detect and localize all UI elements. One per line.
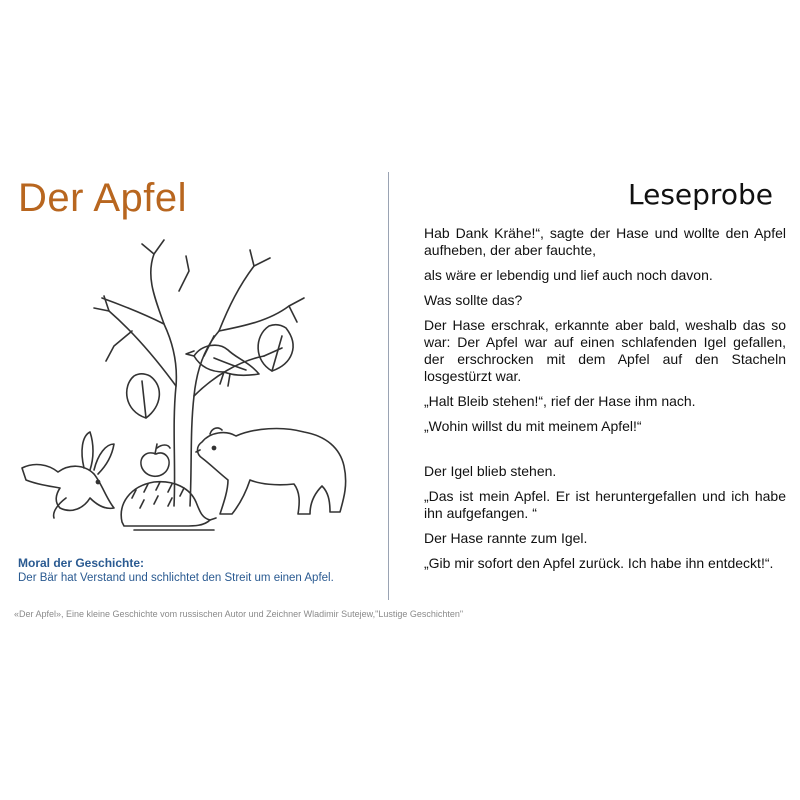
story-paragraph: Was sollte das? — [424, 292, 523, 308]
tree-icon — [94, 240, 304, 506]
page-title: Der Apfel — [18, 176, 188, 220]
moral-box — [18, 556, 378, 584]
source-footnote: «Der Apfel», Eine kleine Geschichte vom russischen Autor und Zeichner Wladimir Sutejew,"Lustige Geschichten" — [14, 609, 464, 619]
story-paragraph: Der Hase erschrak, erkannte aber bald, weshalb das so war: Der Apfel war auf einen schlafenden Igel gefallen, der erschrocken mit dem Apfel auf den Stacheln losgestürzt war. — [424, 317, 786, 384]
hare-icon — [22, 432, 114, 518]
moral-heading: Moral der Geschichte: — [18, 556, 145, 570]
tree-animals-illustration — [14, 236, 374, 536]
moral-text: Der Bär hat Verstand und schlichtet den Streit um einen Apfel. — [18, 572, 334, 584]
story-text — [424, 225, 786, 580]
section-label: Leseprobe — [628, 178, 773, 211]
story-paragraph: Hab Dank Krähe!“, sagte der Hase und wollte den Apfel aufheben, der aber fauchte, — [424, 225, 786, 258]
story-paragraph: Der Hase rannte zum Igel. — [424, 530, 588, 546]
story-paragraph: als wäre er lebendig und lief auch noch davon. — [424, 267, 713, 283]
apple-icon — [141, 444, 170, 476]
leaf-icon — [127, 325, 293, 418]
story-paragraph: Der Igel blieb stehen. — [424, 463, 557, 479]
story-paragraph: „Gib mir sofort den Apfel zurück. Ich habe ihn entdeckt!“. — [424, 555, 774, 571]
bear-icon — [196, 428, 346, 514]
story-paragraph: „Wohin willst du mit meinem Apfel!“ — [424, 418, 642, 434]
story-paragraph: „Das ist mein Apfel. Er ist heruntergefallen und ich habe ihn aufgefangen. “ — [424, 488, 786, 521]
hedgehog-icon — [121, 482, 216, 526]
story-paragraph: „Halt Bleib stehen!“, rief der Hase ihm nach. — [424, 393, 696, 409]
column-divider — [388, 172, 389, 600]
